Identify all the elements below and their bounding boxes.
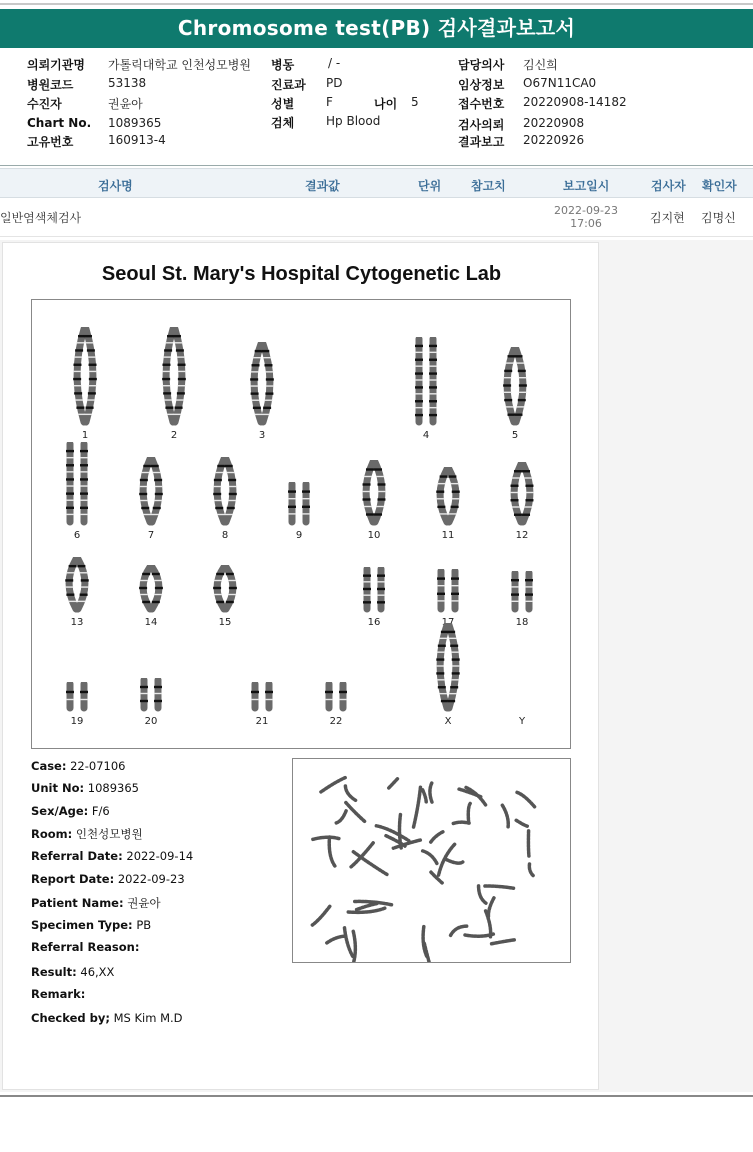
chromosome-pair-2 xyxy=(154,327,194,426)
chromosome-pair-17 xyxy=(428,569,468,613)
info-label: 진료과 xyxy=(271,78,306,92)
case-value: MS Kim M.D xyxy=(113,1011,183,1025)
report-time-cell: 17:06 xyxy=(570,217,602,230)
info-value: PD xyxy=(326,76,343,90)
info-label: 병원코드 xyxy=(27,78,74,92)
info-value-age: 5 xyxy=(411,95,419,109)
metaphase-spread-drawing xyxy=(293,759,570,962)
case-value: 46,XX xyxy=(80,965,115,979)
info-label: 수진자 xyxy=(27,97,62,111)
case-line xyxy=(31,987,85,1001)
case-label: Specimen Type: xyxy=(31,918,133,932)
case-line xyxy=(31,781,139,795)
patient-info xyxy=(0,56,753,156)
metaphase-spread-image xyxy=(292,758,571,963)
info-label: 임상정보 xyxy=(458,78,505,92)
chromosome-pair-18 xyxy=(502,571,542,613)
chromosome-pair-3 xyxy=(242,342,282,426)
info-label: 검체 xyxy=(271,116,295,130)
table-row[interactable] xyxy=(0,199,753,237)
header-confirmer: 확인자 xyxy=(702,179,737,193)
case-label: Case: xyxy=(31,759,67,773)
chromosome-pair-6 xyxy=(57,442,97,526)
case-value: 2022-09-14 xyxy=(126,849,194,863)
case-line xyxy=(31,826,143,842)
case-line xyxy=(31,918,151,932)
info-value: 권윤아 xyxy=(108,97,143,111)
top-rule xyxy=(0,3,753,5)
chromosome-label-X: X xyxy=(444,716,452,727)
case-label: Unit No: xyxy=(31,781,85,795)
info-label: Chart No. xyxy=(27,116,92,130)
case-line xyxy=(31,849,193,863)
chromosome-label-15: 15 xyxy=(218,617,232,628)
chromosome-pair-1 xyxy=(65,327,105,426)
chromosome-label-12: 12 xyxy=(515,530,529,541)
info-label: 의뢰기관명 xyxy=(27,58,85,72)
chromosome-label-21: 21 xyxy=(255,716,269,727)
info-value: 가톨릭대학교 인천성모병원 xyxy=(108,58,251,72)
info-label: 접수번호 xyxy=(458,97,505,111)
header-result: 결과값 xyxy=(305,179,340,193)
chromosome-label-3: 3 xyxy=(258,430,266,441)
info-label-age: 나이 xyxy=(374,97,398,111)
info-value: / - xyxy=(328,56,341,70)
chromosome-pair-19 xyxy=(57,682,97,712)
chromosome-label-11: 11 xyxy=(441,530,455,541)
case-line xyxy=(31,940,139,954)
chromosome-label-4: 4 xyxy=(422,430,430,441)
info-value: 20220908-14182 xyxy=(523,95,627,109)
chromosome-pair-20 xyxy=(131,678,171,712)
chromosome-pair-8 xyxy=(205,457,245,526)
info-label: 고유번호 xyxy=(27,135,74,149)
chromosome-pair-9 xyxy=(279,482,319,526)
case-label: Room: xyxy=(31,827,73,841)
case-line xyxy=(31,965,114,979)
chromosome-label-7: 7 xyxy=(147,530,155,541)
header-tester: 검사자 xyxy=(651,179,686,193)
lab-title: Seoul St. Mary's Hospital Cytogenetic Lab xyxy=(101,263,502,285)
info-value: F xyxy=(326,95,333,109)
info-value: Hp Blood xyxy=(326,114,381,128)
info-label: 병동 xyxy=(271,58,295,72)
karyotype-report xyxy=(2,242,599,1090)
karyogram xyxy=(31,299,571,749)
case-value: F/6 xyxy=(91,804,110,818)
chromosome-pair-21 xyxy=(242,682,282,712)
divider xyxy=(0,165,753,166)
info-value: 53138 xyxy=(108,76,147,90)
chromosome-label-5: 5 xyxy=(511,430,519,441)
header-report-date: 보고일시 xyxy=(563,179,610,193)
chromosome-pair-4 xyxy=(406,337,446,426)
info-label: 담당의사 xyxy=(458,58,505,72)
case-label: Sex/Age: xyxy=(31,804,89,818)
chromosome-pair-12 xyxy=(502,462,542,526)
chromosome-pair-13 xyxy=(57,557,97,613)
info-label: 검사의뢰 xyxy=(458,118,505,132)
chromosome-pair-14 xyxy=(131,565,171,613)
info-value: 160913-4 xyxy=(108,133,166,147)
chromosome-pair-7 xyxy=(131,457,171,526)
info-value: 20220908 xyxy=(523,116,585,130)
case-label: Remark: xyxy=(31,987,86,1001)
report-date-cell: 2022-09-23 xyxy=(554,204,618,217)
info-value: 1089365 xyxy=(108,116,162,130)
info-value: O67N11CA0 xyxy=(523,76,597,90)
case-label: Checked by; xyxy=(31,1011,110,1025)
chromosome-label-18: 18 xyxy=(515,617,529,628)
header-reference: 참고치 xyxy=(471,179,506,193)
info-value: 20220926 xyxy=(523,133,585,147)
chromosome-label-14: 14 xyxy=(144,617,158,628)
case-value: 1089365 xyxy=(87,781,139,795)
chromosome-label-20: 20 xyxy=(144,716,158,727)
chromosome-pair-5 xyxy=(495,347,535,426)
chromosome-pair-11 xyxy=(428,467,468,526)
chromosome-label-8: 8 xyxy=(221,530,229,541)
case-label: Report Date: xyxy=(31,872,115,886)
case-value: 권윤아 xyxy=(127,896,161,910)
case-value: 인천성모병원 xyxy=(75,827,143,841)
results-table-header xyxy=(0,168,753,198)
chromosome-pair-10 xyxy=(354,460,394,526)
chromosome-label-19: 19 xyxy=(70,716,84,727)
case-label: Referral Date: xyxy=(31,849,123,863)
chromosome-label-10: 10 xyxy=(367,530,381,541)
info-value: 김신희 xyxy=(523,58,558,72)
header-test-name: 검사명 xyxy=(98,179,133,193)
tester-cell: 김지현 xyxy=(650,211,685,225)
chromosome-label-2: 2 xyxy=(170,430,178,441)
chromosome-label-9: 9 xyxy=(295,530,303,541)
chromosome-label-1: 1 xyxy=(81,430,89,441)
case-value: PB xyxy=(136,918,152,932)
case-line xyxy=(31,872,185,886)
chromosome-pair-15 xyxy=(205,565,245,613)
chromosome-pair-X xyxy=(428,623,468,712)
case-label: Patient Name: xyxy=(31,896,124,910)
chromosome-pair-22 xyxy=(316,682,356,712)
case-line xyxy=(31,759,125,773)
confirmer-cell: 김명신 xyxy=(701,211,736,225)
case-label: Result: xyxy=(31,965,77,979)
chromosome-label-6: 6 xyxy=(73,530,81,541)
chromosome-label-13: 13 xyxy=(70,617,84,628)
case-label: Referral Reason: xyxy=(31,940,140,954)
chromosome-label-16: 16 xyxy=(367,617,381,628)
chromosome-label-22: 22 xyxy=(329,716,343,727)
case-value: 22-07106 xyxy=(70,759,126,773)
case-line xyxy=(31,804,110,818)
case-line xyxy=(31,1011,183,1025)
test-name-cell: 일반염색체검사 xyxy=(0,211,82,225)
info-label: 결과보고 xyxy=(458,135,505,149)
chromosome-pair-16 xyxy=(354,567,394,613)
chromosome-label-Y: Y xyxy=(518,716,526,727)
info-label: 성별 xyxy=(271,97,295,111)
case-line xyxy=(31,895,161,911)
header-unit: 단위 xyxy=(418,179,442,193)
report-title: Chromosome test(PB) 검사결과보고서 xyxy=(0,9,753,48)
bottom-rule xyxy=(0,1095,753,1097)
case-value: 2022-09-23 xyxy=(117,872,185,886)
chromosome-label-17: 17 xyxy=(441,617,455,628)
